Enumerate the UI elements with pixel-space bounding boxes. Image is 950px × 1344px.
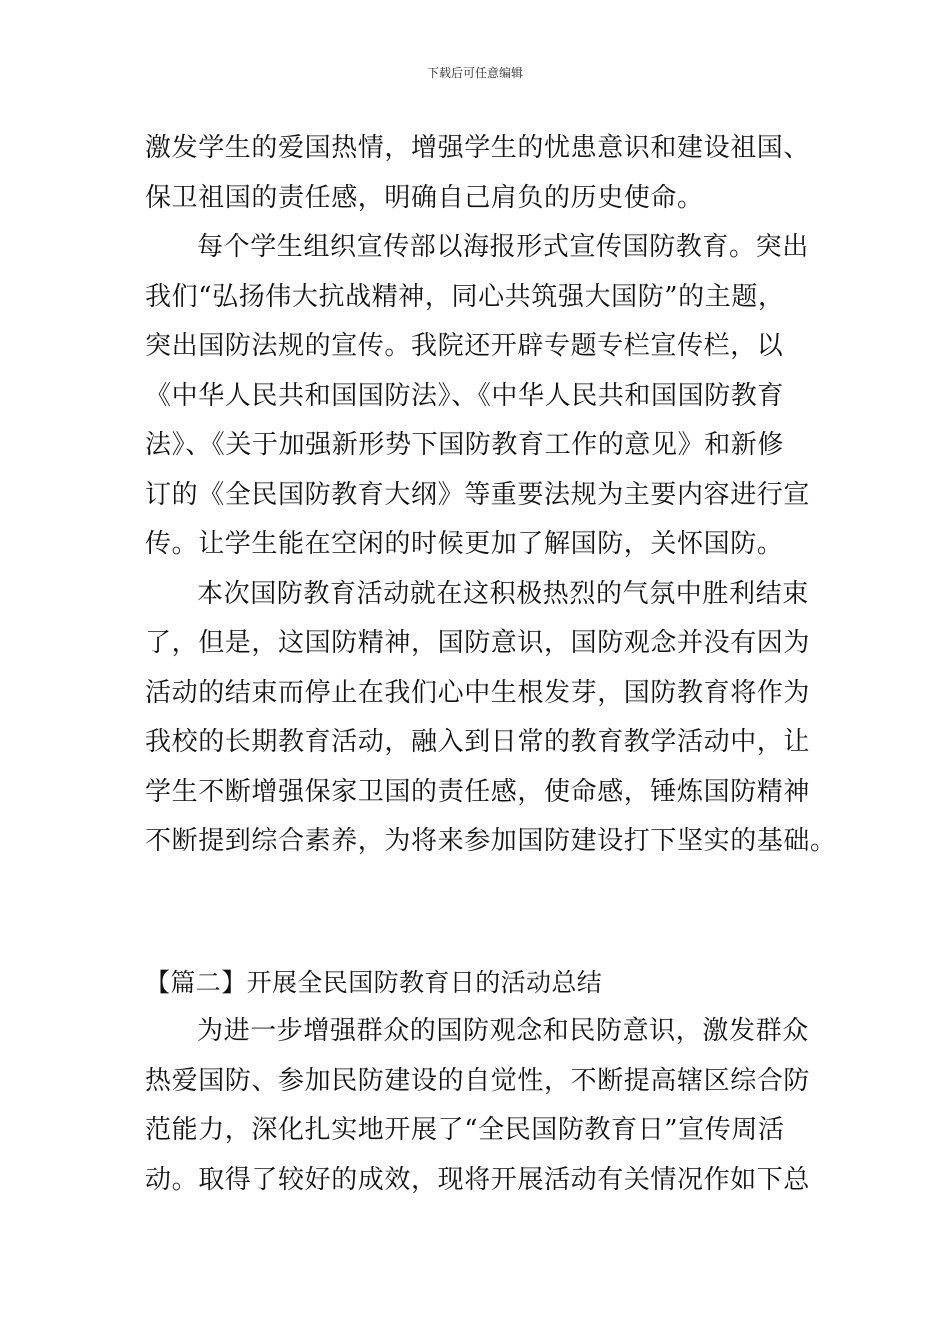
section-spacer: [145, 867, 810, 958]
document-body: [145, 124, 837, 1205]
text-line: 不断提到综合素养，为将来参加国防建设打下坚实的基础。: [145, 826, 837, 856]
text-line: 《中华人民共和国国防法》、《中华人民共和国国防教育: [145, 380, 785, 411]
text-line: 活动的结束而停止在我们心中生根发芽，国防教育将作为: [145, 677, 811, 708]
text-line: 每个学生组织宣传部以海报形式宣传国防教育。突出: [197, 232, 809, 262]
text-line: 动。取得了较好的成效，现将开展活动有关情况作如下总: [145, 1164, 811, 1195]
text-line: 我们“弘扬伟大抗战精神，同心共筑强大国防”的主题，: [145, 281, 785, 312]
paragraph-2: [145, 223, 810, 570]
section-heading: 【篇二】开展全民国防教育日的活动总结: [145, 967, 603, 997]
text-line: 学生不断增强保家卫国的责任感，使命感，锤炼国防精神: [145, 776, 811, 807]
text-line: 我校的长期教育活动，融入到日常的教育教学活动中，让: [145, 727, 811, 757]
paragraph-4: [145, 1007, 810, 1205]
text-line: 激发学生的爱国热情，增强学生的忧患意识和建设祖国、: [145, 133, 811, 163]
text-line: 为进一步增强群众的国防观念和民防意识，激发群众: [197, 1016, 809, 1046]
text-line: 传。让学生能在空闲的时候更加了解国防，关怀国防。: [145, 529, 784, 559]
paragraph-1: [145, 124, 810, 223]
paragraph-3: [145, 570, 837, 867]
text-line: 了，但是，这国防精神，国防意识，国防观念并没有因为: [145, 628, 811, 658]
text-line: 保卫祖国的责任感，明确自己肩负的历史使命。: [145, 182, 704, 213]
text-line: 热爱国防、参加民防建设的自觉性，不断提高辖区综合防: [145, 1065, 811, 1096]
text-line: 本次国防教育活动就在这积极热烈的气氛中胜利结束: [197, 578, 809, 609]
text-line: 范能力，深化扎实地开展了“全民国防教育日”宣传周活: [145, 1115, 785, 1145]
text-line: 突出国防法规的宣传。我院还开辟专题专栏宣传栏，以: [145, 331, 784, 361]
page-header: 下载后可任意编辑: [426, 66, 523, 80]
text-line: 法》、《关于加强新形势下国防教育工作的意见》和新修: [145, 430, 785, 460]
text-line: 订的《全民国防教育大纲》等重要法规为主要内容进行宣: [145, 479, 811, 510]
